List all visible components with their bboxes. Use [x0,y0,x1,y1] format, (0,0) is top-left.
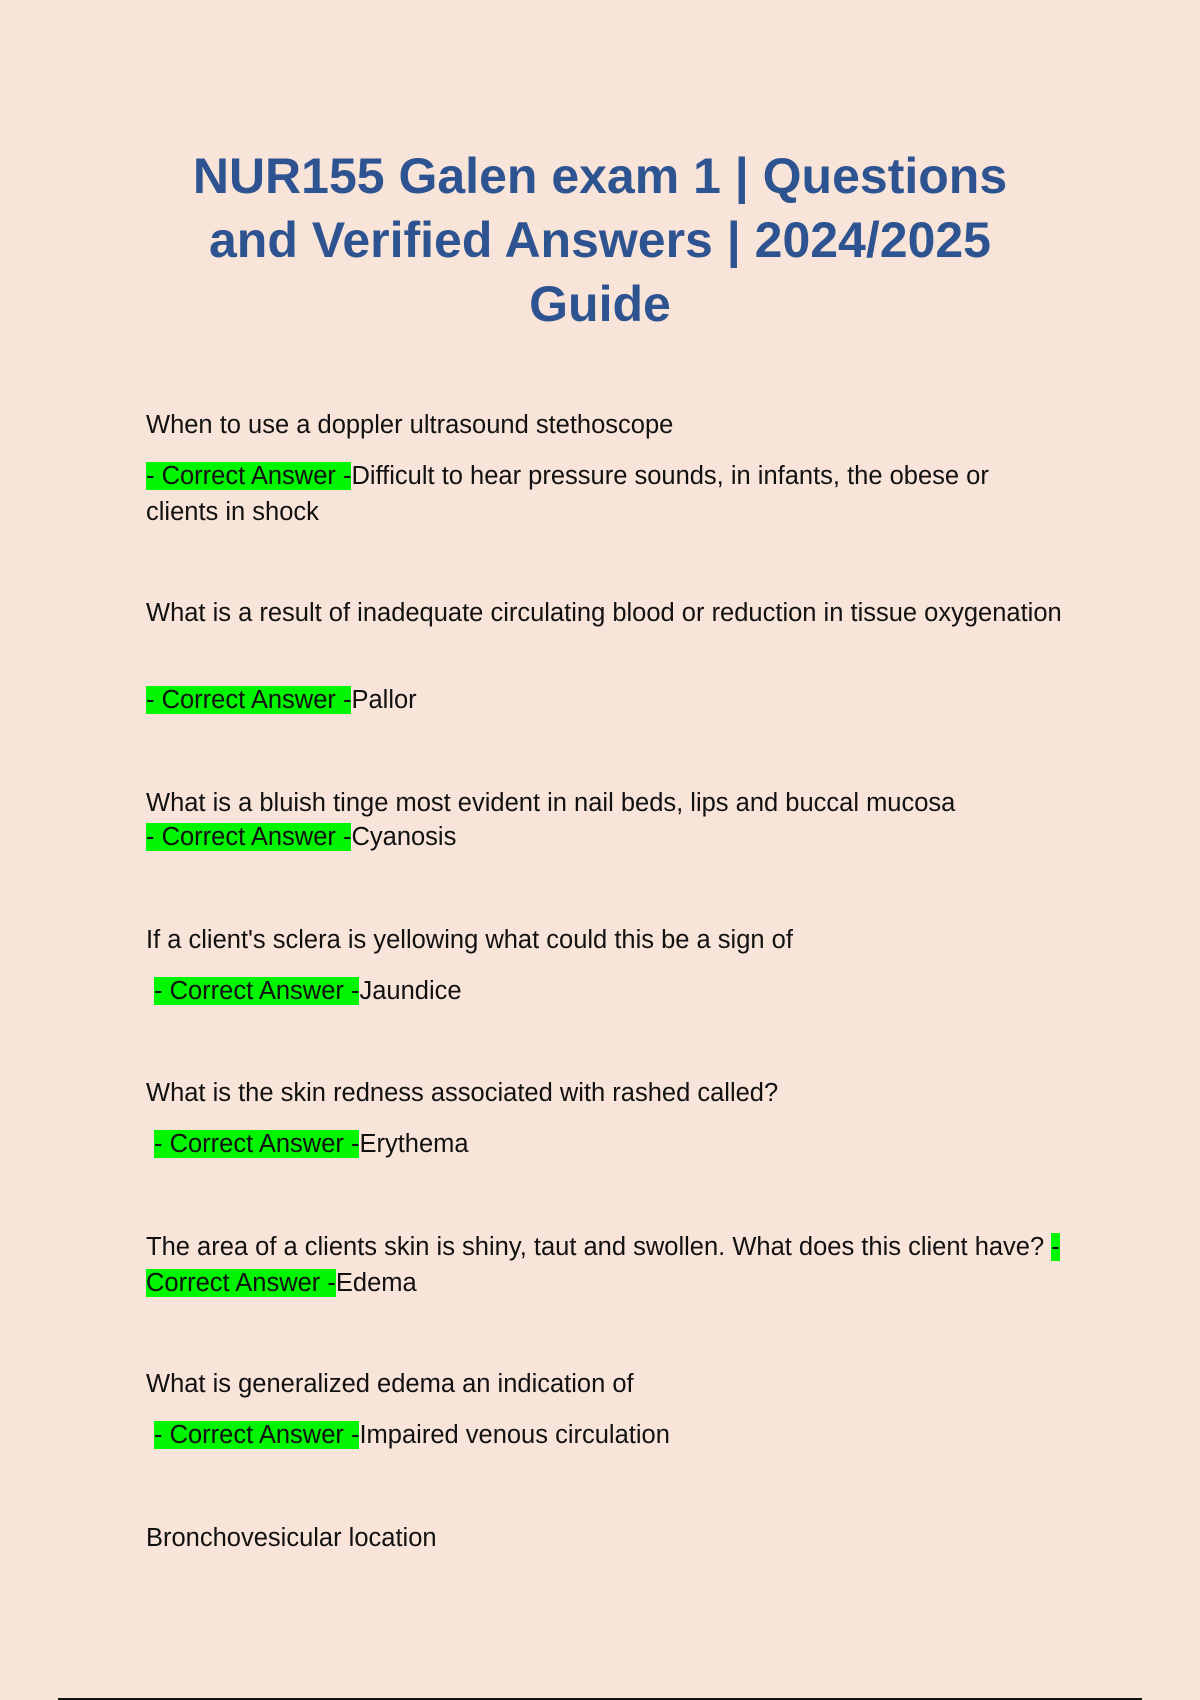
question-8: Bronchovesicular location [146,1524,437,1552]
question-3: What is a bluish tinge most evident in nail beds, lips and buccal mucosa [146,789,956,817]
question-4: If a client's sclera is yellowing what could this be a sign of [146,926,793,954]
correct-answer-marker: - Correct Answer - [146,1233,1060,1297]
question-5: What is the skin redness associated with rashed called? [146,1079,779,1107]
answer-text: Erythema [359,1130,469,1158]
question-2: What is a result of inadequate circulating blood or reduction in tissue oxygenation [146,599,1062,627]
question-text: The area of a clients skin is shiny, taut and swollen. What does this client have? [146,1233,1045,1261]
answer-text: Impaired venous circulation [359,1421,670,1449]
answer-text: Edema [335,1269,417,1297]
answer-text: Pallor [351,686,417,714]
answer-4 [154,973,1074,1009]
question-6 [146,1229,1066,1301]
answer-text: Cyanosis [351,823,457,851]
correct-answer-marker: - Correct Answer - [154,977,360,1005]
correct-answer-marker: - Correct Answer - [146,823,352,851]
answer-1 [146,458,1066,530]
answer-text: Jaundice [359,977,462,1005]
correct-answer-marker: - Correct Answer - [146,462,352,490]
correct-answer-marker: - Correct Answer - [154,1130,360,1158]
answer-2 [146,682,1066,718]
answer-5 [154,1126,1074,1162]
correct-answer-marker: - Correct Answer - [146,686,352,714]
question-1: When to use a doppler ultrasound stethoscope [146,411,674,439]
answer-7 [154,1417,1074,1453]
correct-answer-marker: - Correct Answer - [154,1421,360,1449]
document-title: NUR155 Galen exam 1 | Questions and Verified Answers | 2024/2025 Guide [192,148,1008,332]
question-7: What is generalized edema an indication of [146,1370,634,1398]
answer-text: Difficult to hear pressure sounds, in infants, the obese or clients in shock [146,462,989,526]
answer-3 [146,819,1066,855]
